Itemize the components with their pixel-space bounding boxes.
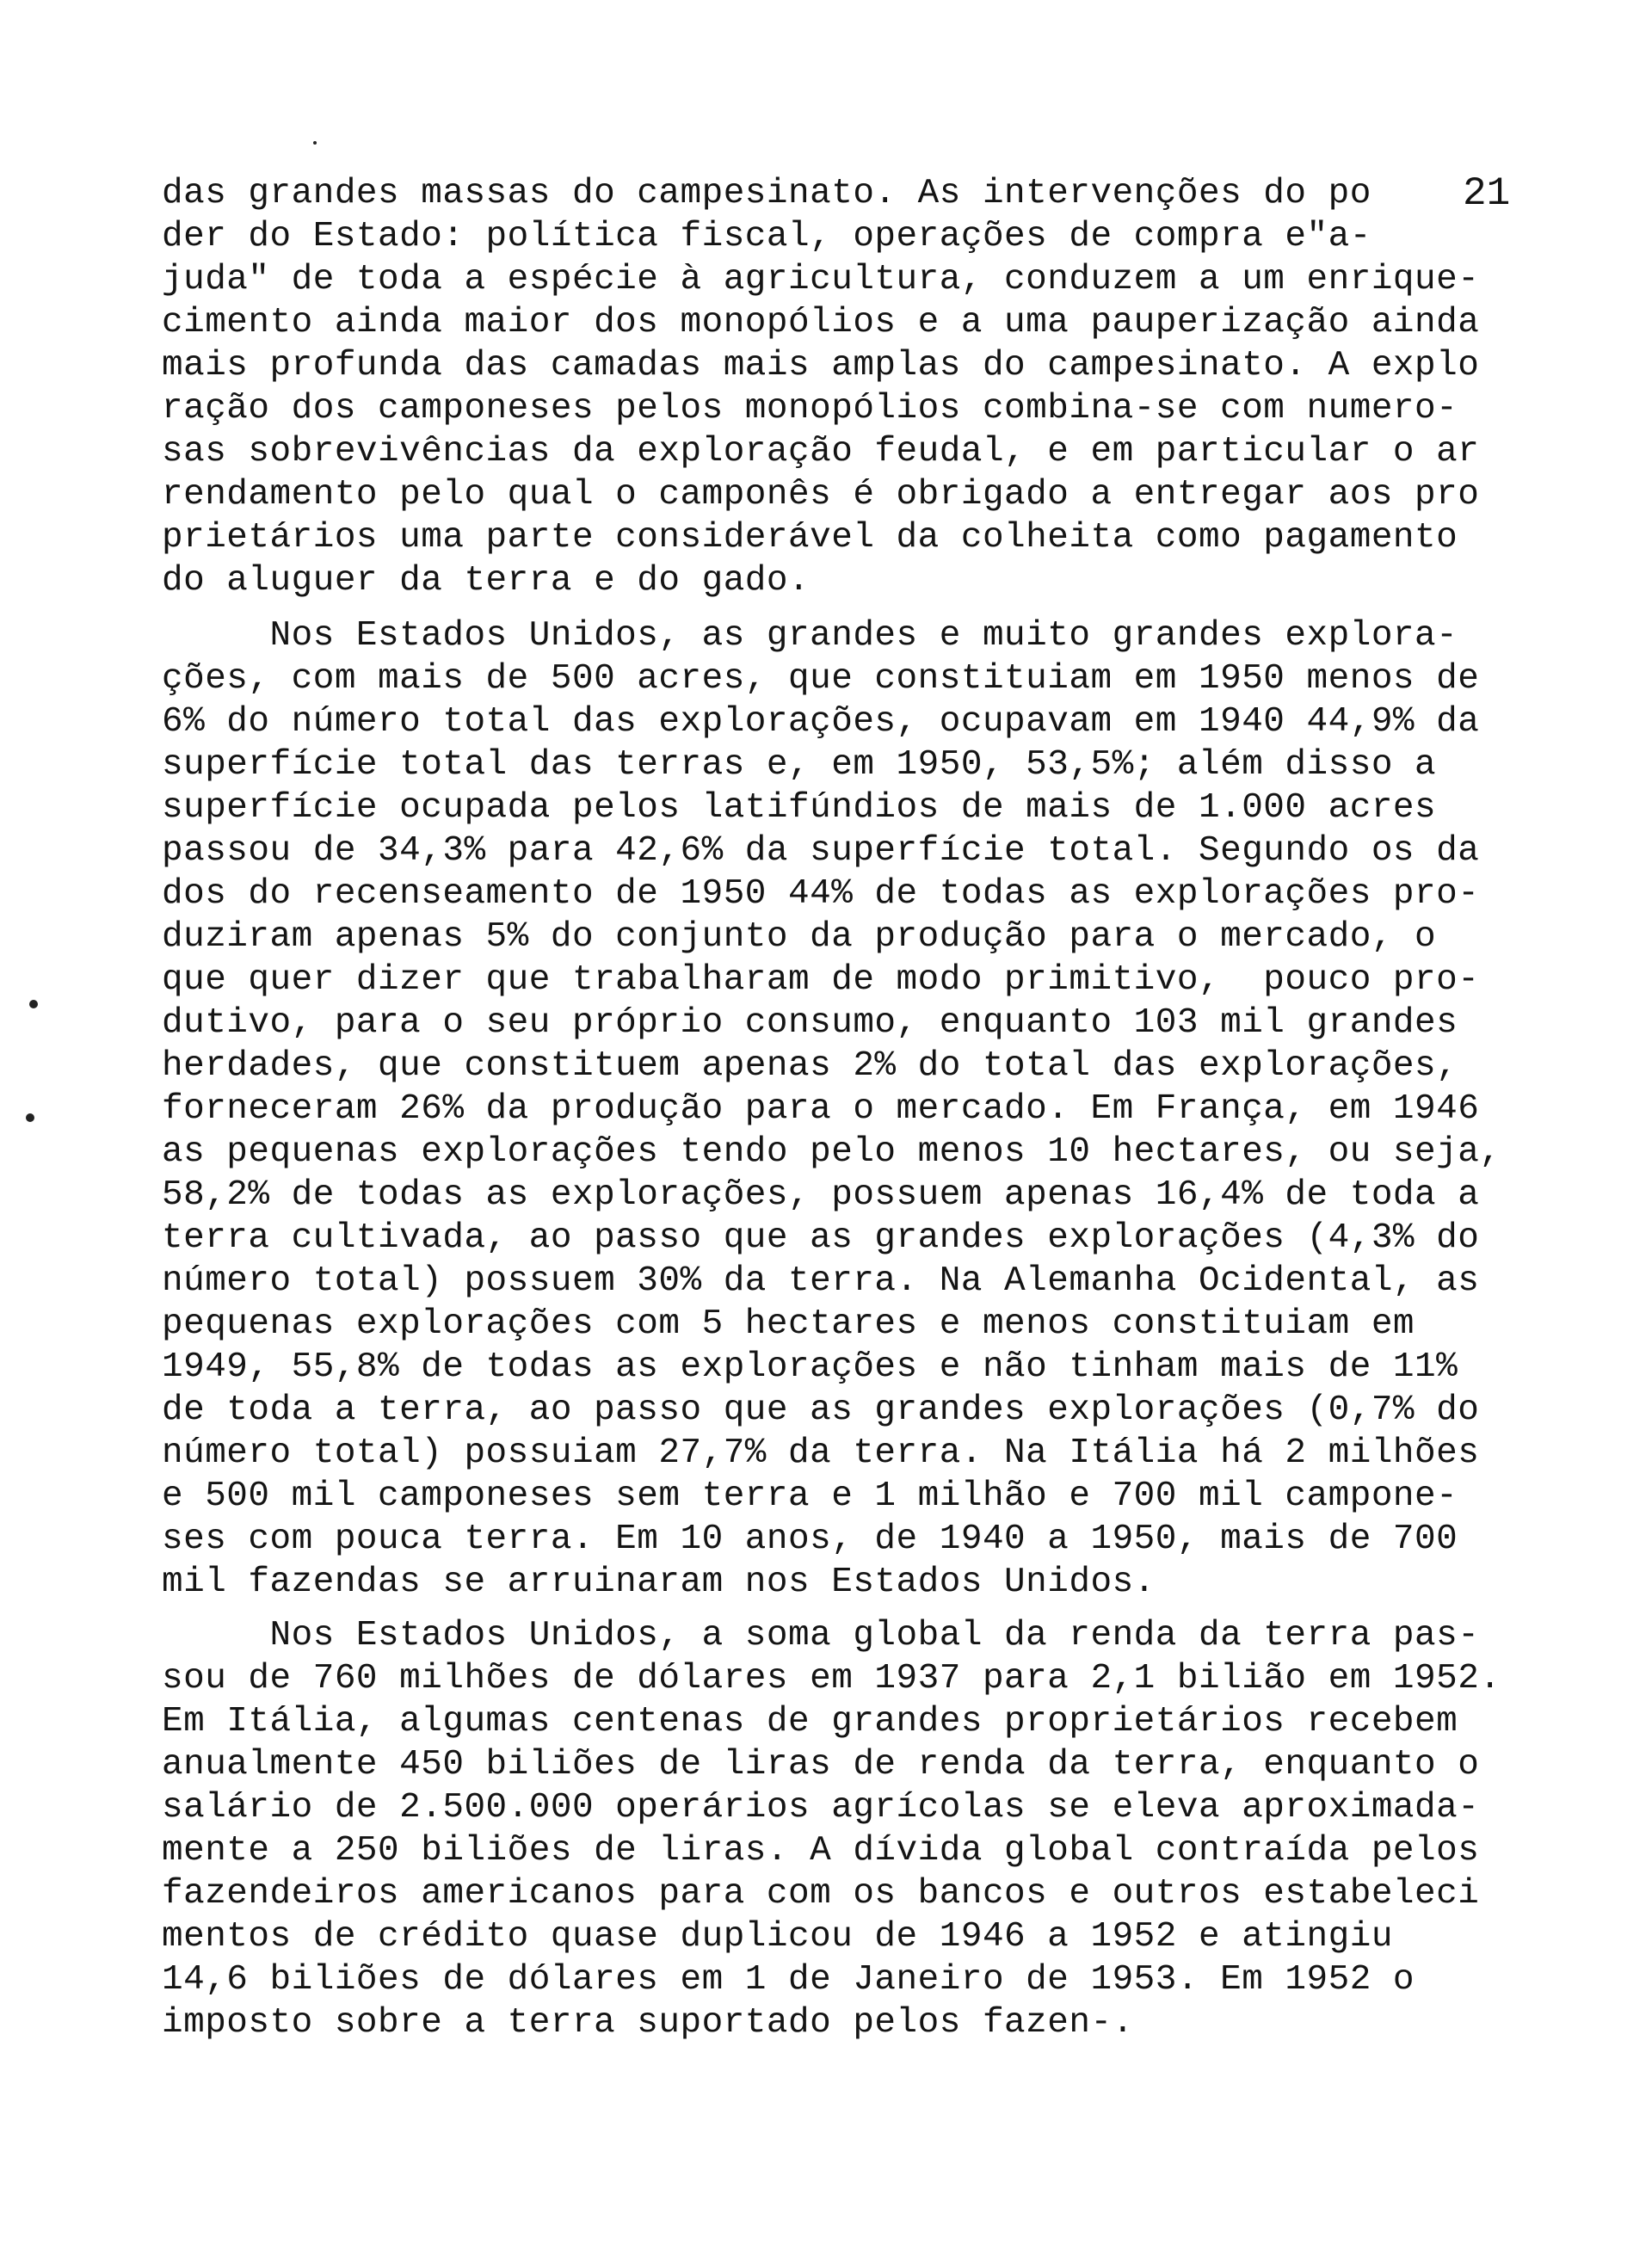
text-line: juda" de toda a espécie à agricultura, conduzem a um enrique- [162,260,1480,299]
text-line: salário de 2.500.000 operários agrícolas se eleva aproximada- [162,1788,1480,1828]
text-line: que quer dizer que trabalharam de modo primitivo, pouco pro- [162,960,1480,1000]
text-line: dos do recenseamento de 1950 44% de todas as explorações pro- [162,874,1480,914]
text-line: do aluguer da terra e do gado. [162,561,811,601]
text-line: 1949, 55,8% de todas as explorações e não tinham mais de 11% [162,1347,1458,1387]
text-line: duziram apenas 5% do conjunto da produção para o mercado, o [162,917,1437,957]
text-line: ração dos camponeses pelos monopólios combina-se com numero- [162,389,1458,428]
text-line: as pequenas explorações tendo pelo menos 10 hectares, ou seja, [162,1132,1501,1172]
text-line: das grandes massas do campesinato. As intervenções do po [162,174,1372,213]
scan-speck [29,1000,38,1008]
text-line: prietários uma parte considerável da colheita como pagamento [162,518,1458,558]
text-line: anualmente 450 biliões de liras de renda da terra, enquanto o [162,1745,1480,1785]
paragraph-2 [162,614,1538,1604]
text-line: sou de 760 milhões de dólares em 1937 para 2,1 bilião em 1952. [162,1659,1501,1698]
text-line: terra cultivada, ao passo que as grandes explorações (4,3% do [162,1218,1480,1258]
text-line: rendamento pelo qual o camponês é obrigado a entregar aos pro [162,475,1480,515]
text-line: número total) possuiam 27,7% da terra. Na Itália há 2 milhões [162,1433,1480,1473]
text-line: 14,6 biliões de dólares em 1 de Janeiro de 1953. Em 1952 o [162,1960,1415,2000]
text-line: der do Estado: política fiscal, operações de compra e"a- [162,217,1372,256]
text-line: forneceram 26% da produção para o mercado. Em França, em 1946 [162,1089,1480,1129]
scan-speck [26,1113,34,1122]
text-line: Nos Estados Unidos, a soma global da renda da terra pas- [162,1616,1480,1655]
text-line: 58,2% de todas as explorações, possuem apenas 16,4% de toda a [162,1175,1480,1215]
text-line: Em Itália, algumas centenas de grandes proprietários recebem [162,1702,1458,1742]
text-line: ções, com mais de 500 acres, que constituiam em 1950 menos de [162,659,1480,699]
text-line: mil fazendas se arruinaram nos Estados Unidos. [162,1563,1156,1602]
text-line: de toda a terra, ao passo que as grandes explorações (0,7% do [162,1390,1480,1430]
text-line: pequenas explorações com 5 hectares e menos constituiam em [162,1304,1415,1344]
text-line: mentos de crédito quase duplicou de 1946 a 1952 e atingiu [162,1917,1393,1957]
text-line: mais profunda das camadas mais amplas do campesinato. A explo [162,346,1480,385]
text-line: fazendeiros americanos para com os bancos e outros estabeleci [162,1874,1480,1914]
text-line: ses com pouca terra. Em 10 anos, de 1940 a 1950, mais de 700 [162,1520,1458,1559]
text-line: imposto sobre a terra suportado pelos fazen-. [162,2003,1134,2043]
text-line: superfície ocupada pelos latifúndios de mais de 1.000 acres [162,788,1437,828]
scan-speck [313,141,317,145]
text-line: superfície total das terras e, em 1950, 53,5%; além disso a [162,745,1437,785]
text-line: número total) possuem 30% da terra. Na Alemanha Ocidental, as [162,1261,1480,1301]
text-line: dutivo, para o seu próprio consumo, enquanto 103 mil grandes [162,1003,1458,1043]
text-line: 6% do número total das explorações, ocupavam em 1940 44,9% da [162,702,1480,742]
text-line: passou de 34,3% para 42,6% da superfície total. Segundo os da [162,831,1480,871]
text-line: cimento ainda maior dos monopólios e a uma pauperização ainda [162,303,1480,342]
text-line: sas sobrevivências da exploração feudal, e em particular o ar [162,432,1480,472]
paragraph-1 [162,172,1538,602]
text-line: mente a 250 biliões de liras. A dívida global contraída pelos [162,1831,1480,1871]
page-number: 21 [1463,171,1511,216]
text-line: Nos Estados Unidos, as grandes e muito grandes explora- [162,616,1458,656]
paragraph-3 [162,1614,1538,2044]
text-line: e 500 mil camponeses sem terra e 1 milhão e 700 mil campone- [162,1476,1458,1516]
text-line: herdades, que constituem apenas 2% do total das explorações, [162,1046,1458,1086]
